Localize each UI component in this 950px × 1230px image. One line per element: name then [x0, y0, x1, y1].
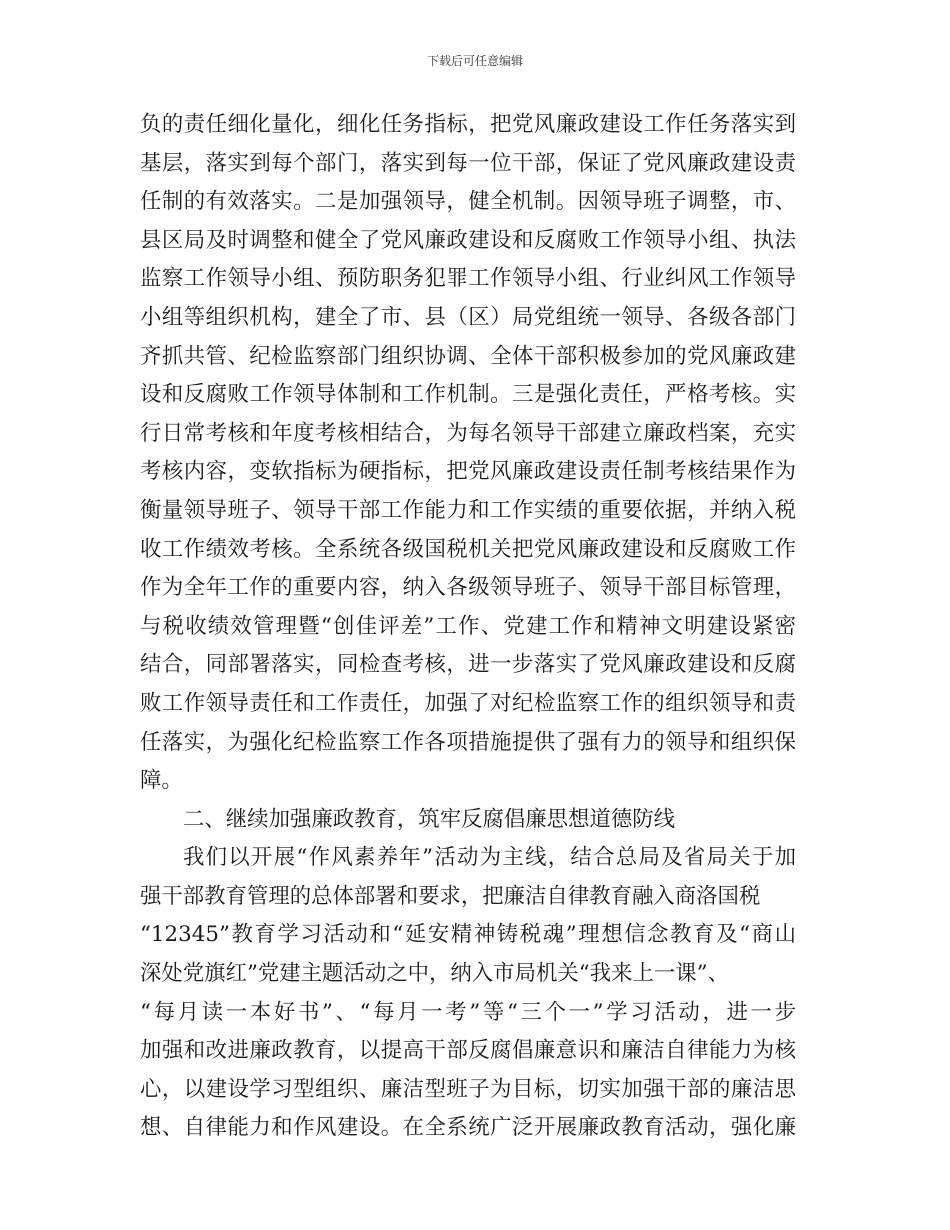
text-line: 加强和改进廉政教育，以提高干部反腐倡廉意识和廉洁自律能力为核	[140, 1038, 796, 1064]
text-line: 小组等组织机构，建全了市、县（区）局党组统一领导、各级各部门	[140, 304, 796, 330]
text-line: 强干部教育管理的总体部署和要求，把廉洁自律教育融入商洛国税	[140, 883, 761, 909]
text-line: 衡量领导班子、领导干部工作能力和工作实绩的重要依据，并纳入税	[140, 497, 796, 523]
text-line: 基层，落实到每个部门，落实到每一位干部，保证了党风廉政建设责	[140, 150, 796, 176]
text-line: 心，以建设学习型组织、廉洁型班子为目标，切实加强干部的廉洁思	[140, 1076, 796, 1102]
paragraph-1	[140, 106, 796, 801]
text-line: 设和反腐败工作领导体制和工作机制。三是强化责任，严格考核。实	[140, 382, 796, 408]
text-line: 任落实，为强化纪检监察工作各项措施提供了强有力的领导和组织保	[140, 729, 796, 755]
heading-line: 二、继续加强廉政教育，筑牢反腐倡廉思想道德防线	[183, 806, 675, 832]
text-line: 深处党旗红”党建主题活动之中，纳入市局机关“我来上一课”、	[140, 961, 729, 987]
text-line: 收工作绩效考核。全系统各级国税机关把党风廉政建设和反腐败工作	[140, 536, 796, 562]
text-line: 行日常考核和年度考核相结合，为每名领导干部建立廉政档案，充实	[140, 420, 796, 446]
text-line: 齐抓共管、纪检监察部门组织协调、全体干部积极参加的党风廉政建	[140, 343, 796, 369]
paragraph-2	[140, 839, 796, 1148]
text-line: 负的责任细化量化，细化任务指标，把党风廉政建设工作任务落实到	[140, 112, 796, 137]
text-line: 与税收绩效管理暨“创佳评差”工作、党建工作和精神文明建设紧密	[140, 613, 796, 639]
text-line: 任制的有效落实。二是加强领导，健全机制。因领导班子调整，市、	[140, 189, 796, 215]
page-header: 下载后可任意编辑	[426, 54, 523, 68]
document-body	[140, 106, 796, 1148]
text-line: “每月读一本好书”、“每月一考”等“三个一”学习活动，进一步	[140, 999, 796, 1025]
text-line: “12345”教育学习活动和“延安精神铸税魂”理想信念教育及“商山	[140, 922, 796, 948]
text-line: 结合，同部署落实，同检查考核，进一步落实了党风廉政建设和反腐	[140, 652, 796, 678]
text-line: 想、自律能力和作风建设。在全系统广泛开展廉政教育活动，强化廉	[140, 1115, 796, 1141]
section-heading	[140, 801, 796, 840]
text-line: 县区局及时调整和健全了党风廉政建设和反腐败工作领导小组、执法	[140, 227, 796, 253]
text-line: 考核内容，变软指标为硬指标，把党风廉政建设责任制考核结果作为	[140, 459, 796, 485]
text-line: 监察工作领导小组、预防职务犯罪工作领导小组、行业纠风工作领导	[140, 266, 796, 292]
text-line: 作为全年工作的重要内容，纳入各级领导班子、领导干部目标管理，	[140, 575, 796, 601]
text-line: 败工作领导责任和工作责任，加强了对纪检监察工作的组织领导和责	[140, 690, 796, 716]
text-line: 我们以开展“作风素养年”活动为主线，结合总局及省局关于加	[183, 845, 796, 871]
text-line: 障。	[140, 768, 183, 794]
